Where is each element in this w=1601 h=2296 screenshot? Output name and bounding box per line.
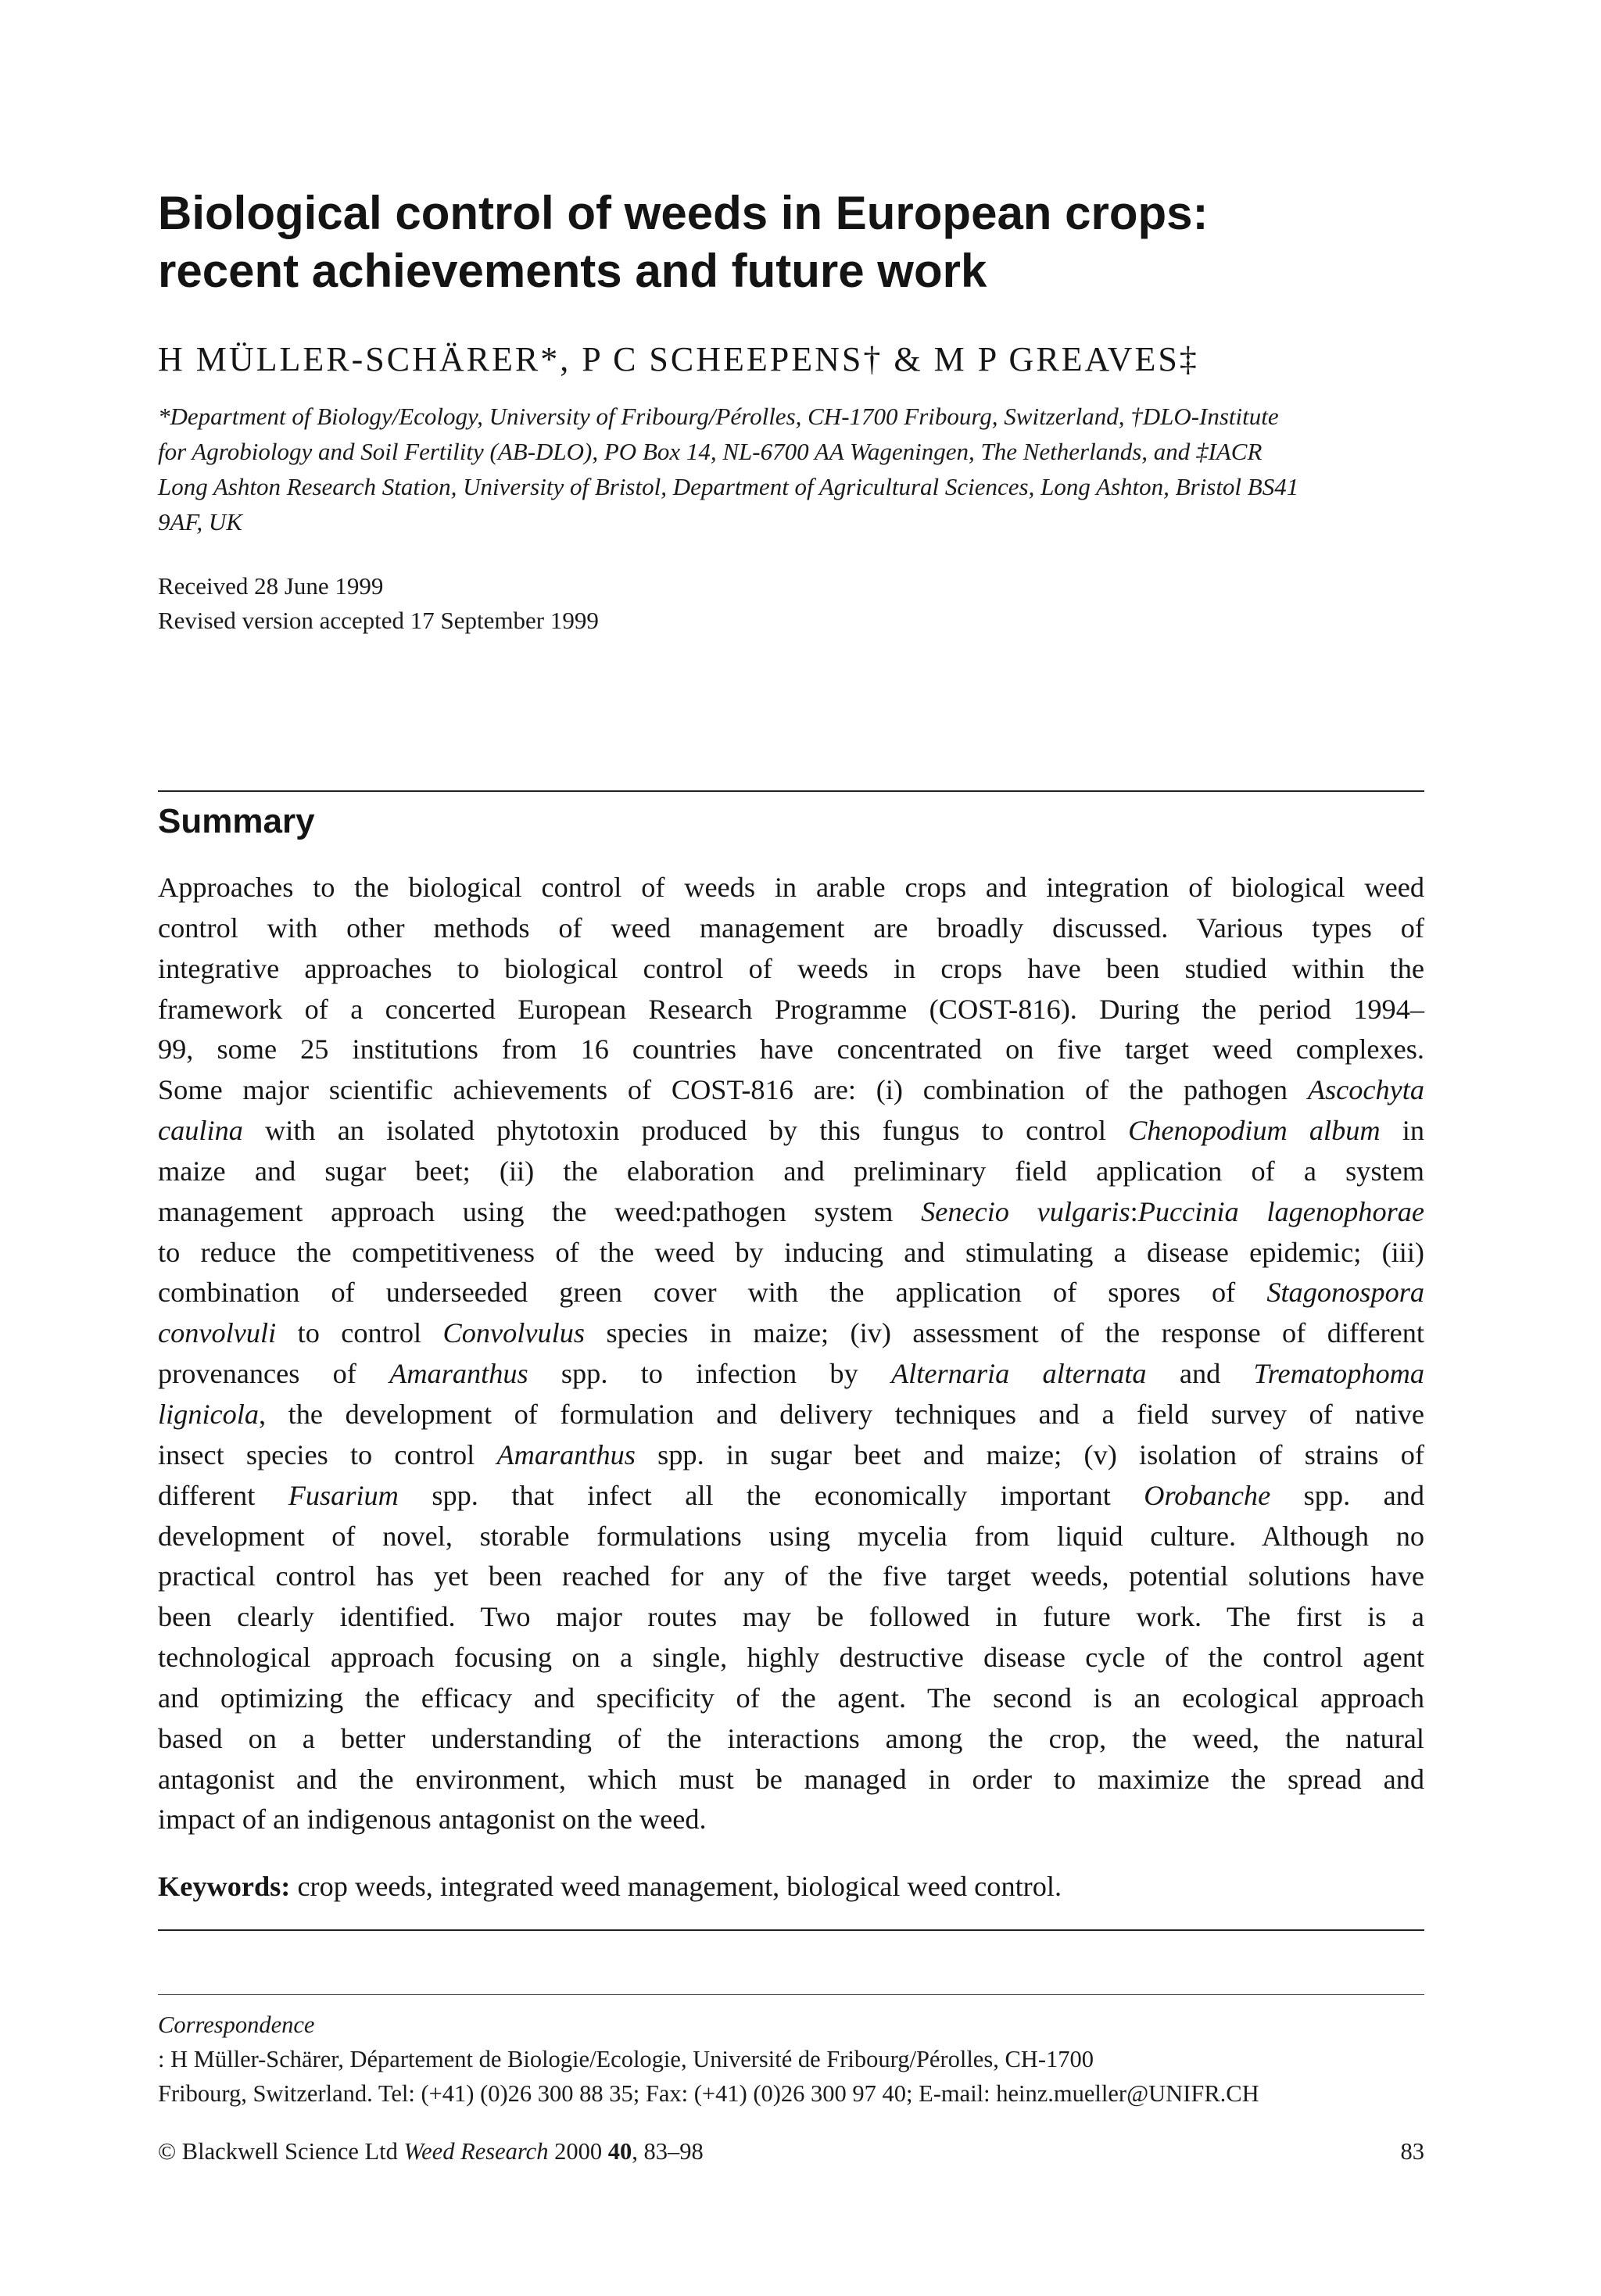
summary-text-segment: spp. and — [1270, 1479, 1424, 1511]
summary-text-segment: integrative approaches to biological control of weeds in crops have been studied within the — [158, 952, 1424, 984]
summary-text-segment: provenances of — [158, 1358, 390, 1390]
species-name: Trematophoma — [1253, 1358, 1425, 1390]
summary-line — [158, 1800, 1424, 1840]
summary-text-segment: antagonist and the environment, which must be managed in order to maximize the spread and — [158, 1763, 1424, 1795]
author-list: H MÜLLER-SCHÄRER*, P C SCHEEPENS† & M P GREAVES‡ — [158, 340, 1199, 378]
summary-line — [158, 1556, 1424, 1597]
summary-line — [158, 949, 1424, 990]
footer-pages: , 83–98 — [632, 2138, 704, 2165]
summary-line — [158, 1435, 1424, 1476]
keywords — [158, 1867, 1424, 1906]
summary-text-segment: species in maize; (iv) assessment of the response of different — [585, 1317, 1424, 1349]
summary-line — [158, 1152, 1424, 1192]
affiliations — [158, 399, 1424, 539]
summary-line — [158, 1192, 1424, 1233]
species-name: Puccinia lagenophorae — [1137, 1195, 1424, 1227]
summary-text-segment: to reduce the competitiveness of the weed by inducing and stimulating a disease epidemic; (iii) — [158, 1236, 1424, 1268]
summary-text-segment: combination of underseeded green cover with the application of spores of — [158, 1277, 1267, 1309]
affiliation-line: for Agrobiology and Soil Fertility (AB-DLO), PO Box 14, NL-6700 AA Wageningen, The Netherlands, and ‡IACR — [158, 438, 1263, 465]
affiliation-line: Long Ashton Research Station, University of Bristol, Department of Agricultural Sciences, Long Ashton, Bristol BS41 — [158, 473, 1299, 500]
footer-year: 2000 — [548, 2138, 608, 2165]
summary-line — [158, 868, 1424, 908]
summary-line — [158, 1678, 1424, 1719]
summary-line — [158, 1070, 1424, 1111]
summary-text-segment: technological approach focusing on a single, highly destructive disease cycle of the control agent — [158, 1642, 1424, 1674]
summary-top-rule — [158, 790, 1424, 792]
keywords-label: Keywords: — [158, 1871, 291, 1902]
species-name: Amaranthus — [389, 1358, 528, 1390]
summary-text-segment: spp. to infection by — [528, 1358, 891, 1390]
summary-text-segment: : — [1130, 1195, 1138, 1227]
summary-line — [158, 908, 1424, 949]
summary-line — [158, 1233, 1424, 1273]
article-title — [158, 184, 1424, 300]
species-name: Orobanche — [1144, 1479, 1271, 1511]
species-name: Amaranthus — [496, 1438, 636, 1470]
footer-journal: Weed Research — [403, 2138, 549, 2165]
summary-text-segment: based on a better understanding of the interactions among the crop, the weed, the natural — [158, 1722, 1424, 1754]
species-name: lignicola — [158, 1398, 260, 1430]
summary-text-segment: control with other methods of weed management are broadly discussed. Various types of — [158, 912, 1424, 944]
summary-text-segment: practical control has yet been reached for any of the five target weeds, potential solutions have — [158, 1560, 1424, 1592]
correspondence-line-1 — [158, 2008, 1424, 2076]
summary-line — [158, 1719, 1424, 1760]
correspondence-rule — [158, 1994, 1424, 1995]
summary-line — [158, 1354, 1424, 1395]
summary-text-segment: management approach using the weed:pathogen system — [158, 1195, 922, 1227]
species-name: Senecio vulgaris — [921, 1195, 1130, 1227]
keywords-text: crop weeds, integrated weed management, biological weed control. — [290, 1871, 1062, 1902]
summary-text-segment: Some major scientific achievements of COST-816 are: (i) combination of the pathogen — [158, 1074, 1308, 1106]
species-name: Convolvulus — [442, 1317, 586, 1349]
species-name: Chenopodium album — [1128, 1115, 1381, 1147]
summary-text-segment: with an isolated phytotoxin produced by this fungus to control — [242, 1115, 1129, 1147]
correspondence-line-2: Fribourg, Switzerland. Tel: (+41) (0)26 300 88 35; Fax: (+41) (0)26 300 97 40; E-mail: heinz.mueller@UNIFR.CH — [158, 2080, 1259, 2107]
summary-text-segment: been clearly identified. Two major routes may be followed in future work. The first is a — [158, 1601, 1424, 1633]
summary-text-segment: and optimizing the efficacy and specificity of the agent. The second is an ecological approach — [158, 1682, 1424, 1714]
summary-line — [158, 1760, 1424, 1800]
summary-line — [158, 1395, 1424, 1435]
article-page — [158, 0, 1424, 2296]
summary-text-segment: spp. in sugar beet and maize; (v) isolation of strains of — [635, 1438, 1424, 1470]
summary-text-segment: , the development of formulation and delivery techniques and a field survey of native — [259, 1398, 1424, 1430]
summary-line — [158, 1313, 1424, 1354]
footer-copyright: © Blackwell Science Ltd — [158, 2138, 404, 2165]
summary-text — [158, 868, 1424, 1840]
species-name: Stagonospora — [1266, 1277, 1424, 1309]
species-name: Alternaria alternata — [891, 1358, 1147, 1390]
summary-text-segment: to control — [276, 1317, 443, 1349]
correspondence-label: Correspondence — [158, 2011, 315, 2038]
summary-text-segment: 99, some 25 institutions from 16 countries have concentrated on five target weed complexes. — [158, 1033, 1424, 1066]
summary-text-segment: impact of an indigenous antagonist on the weed. — [158, 1803, 707, 1836]
summary-line — [158, 1638, 1424, 1678]
summary-text-segment: in — [1380, 1115, 1424, 1147]
species-name: Fusarium — [288, 1479, 399, 1511]
species-name: convolvuli — [158, 1317, 277, 1349]
revised-date: Revised version accepted 17 September 1999 — [158, 607, 599, 634]
publication-dates — [158, 569, 1424, 638]
summary-text-segment: framework of a concerted European Research Programme (COST-816). During the period 1994– — [158, 993, 1424, 1025]
summary-heading: Summary — [158, 802, 315, 840]
affiliation-line: *Department of Biology/Ecology, University of Fribourg/Pérolles, CH-1700 Fribourg, Switzerland, †DLO-Institute — [158, 403, 1279, 430]
species-name: Ascochyta — [1307, 1074, 1424, 1106]
correspondence-line-1-text: : H Müller-Schärer, Département de Biologie/Ecologie, Université de Fribourg/Pérolles, CH-1700 — [158, 2046, 1094, 2072]
correspondence — [158, 2008, 1424, 2111]
title-line-2: recent achievements and future work — [158, 245, 987, 297]
affiliation-line: 9AF, UK — [158, 508, 242, 535]
summary-line — [158, 1111, 1424, 1152]
summary-bottom-rule — [158, 1929, 1424, 1931]
footer-volume: 40 — [607, 2138, 632, 2165]
page-footer — [158, 2134, 1424, 2169]
summary-line — [158, 1517, 1424, 1557]
title-line-1: Biological control of weeds in European crops: — [158, 187, 1209, 239]
summary-line — [158, 1597, 1424, 1638]
summary-line — [158, 990, 1424, 1030]
summary-line — [158, 1030, 1424, 1070]
summary-text-segment: maize and sugar beet; (ii) the elaboration and preliminary field application of a system — [158, 1155, 1424, 1187]
summary-text-segment: development of novel, storable formulations using mycelia from liquid culture. Although no — [158, 1520, 1424, 1552]
summary-text-segment: different — [158, 1479, 288, 1511]
summary-line — [158, 1273, 1424, 1313]
page-number: 83 — [1400, 2138, 1424, 2165]
summary-line — [158, 1476, 1424, 1517]
summary-text-segment: insect species to control — [158, 1438, 497, 1470]
species-name: caulina — [158, 1115, 243, 1147]
summary-text-segment: spp. that infect all the economically important — [398, 1479, 1144, 1511]
summary-text-segment: and — [1146, 1358, 1254, 1390]
summary-text-segment: Approaches to the biological control of weeds in arable crops and integration of biological weed — [158, 872, 1424, 903]
received-date: Received 28 June 1999 — [158, 572, 384, 600]
